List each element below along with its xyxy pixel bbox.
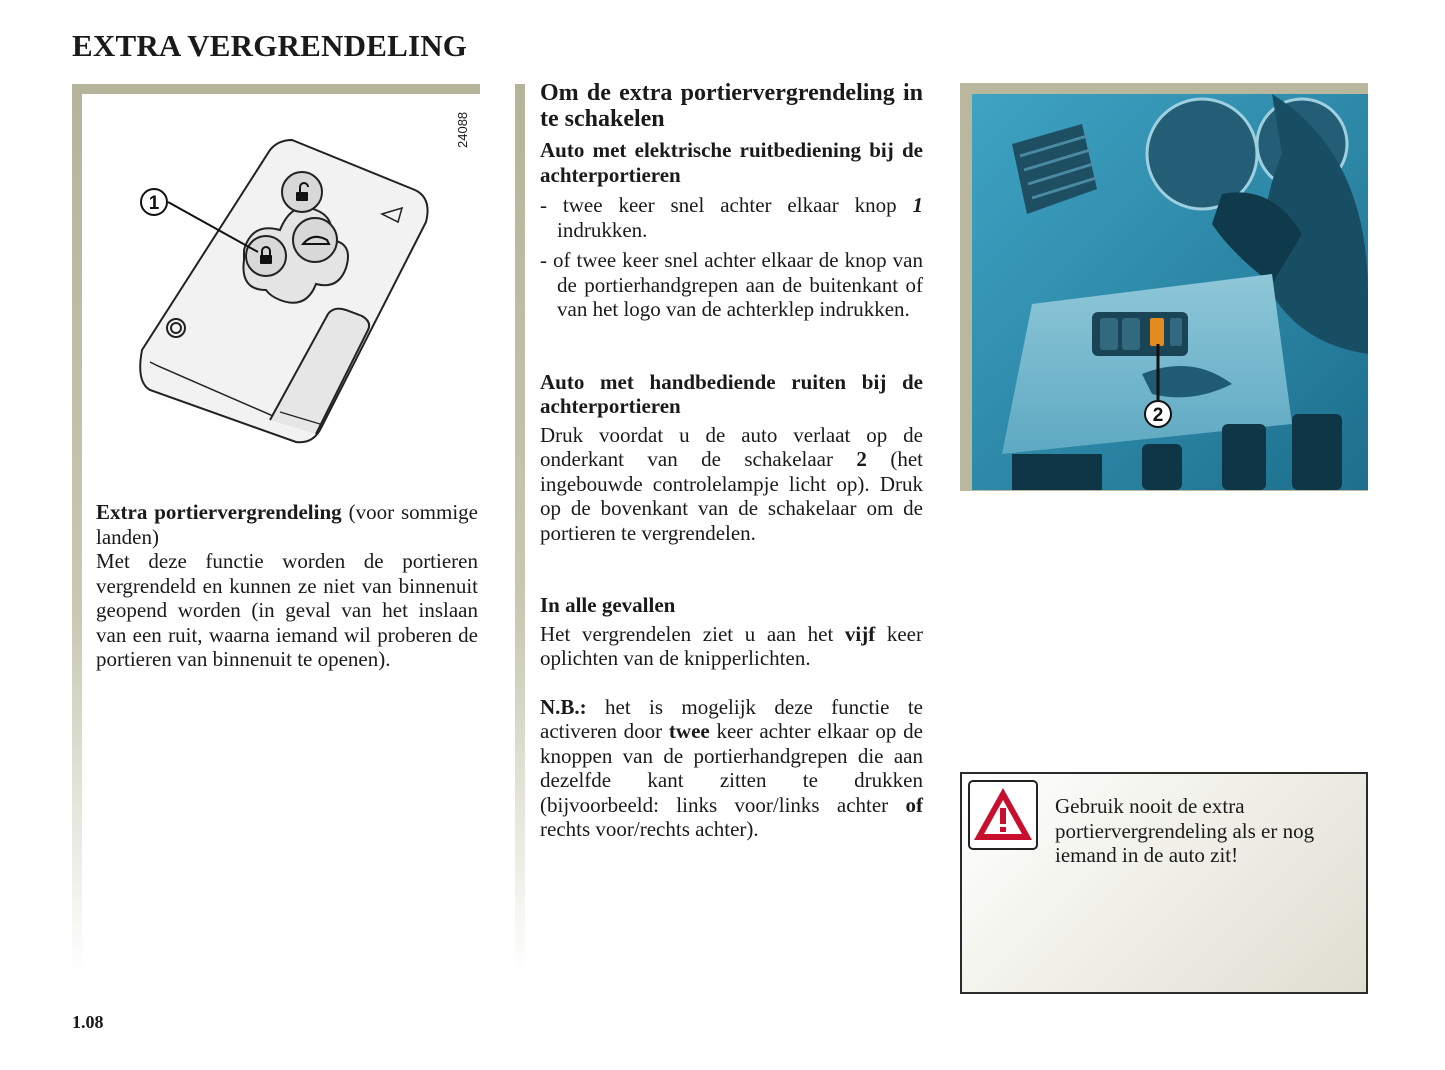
note-body: N.B.: het is mogelijk deze functie te activeren door twee keer achter elkaar op de knoppen van de portierhandgrepen die aan dezelfde kant zitten te drukken (bijvoorbeeld: links voor/links achter of rechts voor/rechts achter). [540, 694, 923, 841]
list-item: - twee keer snel achter elkaar knop 1 indrukken. [540, 193, 924, 242]
section-title: Om de extra portiervergrendeling in te schakelen [540, 80, 923, 132]
feature-heading: Extra portiervergrendeling [96, 500, 342, 524]
list-item: - of twee keer snel achter elkaar de knop van de portierhandgrepen aan de buitenkant of van het logo van de achterklep indrukken. [540, 248, 923, 321]
feature-intro [96, 500, 478, 549]
image-reference: 24088 [455, 111, 470, 148]
feature-heading-suffix: (voor sommige landen) [96, 500, 478, 549]
electric-steps-list [540, 193, 923, 322]
page-number: 1.08 [72, 1012, 104, 1032]
subsection-all-title: In alle gevallen [540, 593, 676, 617]
note-label: N.B.: [540, 694, 587, 719]
callout-1: 1 [148, 193, 160, 214]
manual-body: Druk voordat u de auto verlaat op de onderkant van de schakelaar 2 (het ingebouwde controlelampje licht op). Druk op de bovenkant van de schakelaar om de portieren te vergrendelen. [540, 422, 923, 545]
callout-2: 2 [1152, 405, 1164, 426]
warning-triangle-icon [968, 780, 1038, 850]
column2-frame-left [515, 84, 525, 976]
subsection-electric-title: Auto met elektrische ruitbediening bij de achterportieren [540, 138, 923, 187]
feature-description: Met deze functie worden de portieren vergrendeld en kunnen ze niet van binnenuit geopend worden (in geval van het inslaan van een ruit, waarna iemand wil proberen de portieren van binnenuit te openen). [96, 549, 478, 671]
warning-text: Gebruik nooit de extra portiervergrendeling als er nog iemand in de auto zit! [1055, 794, 1315, 867]
dashboard-photo [972, 94, 1368, 490]
column1-frame-top [72, 84, 480, 94]
key-card-illustration [120, 130, 450, 460]
column1-text [96, 500, 478, 672]
column2-text [540, 80, 923, 842]
all-cases-body: Het vergrendelen ziet u aan het vijf keer oplichten van de knipperlichten. [540, 621, 923, 670]
subsection-manual-title: Auto met handbediende ruiten bij de achterportieren [540, 369, 923, 418]
column1-frame-left [72, 84, 82, 976]
page-title: EXTRA VERGRENDELING [72, 28, 468, 63]
